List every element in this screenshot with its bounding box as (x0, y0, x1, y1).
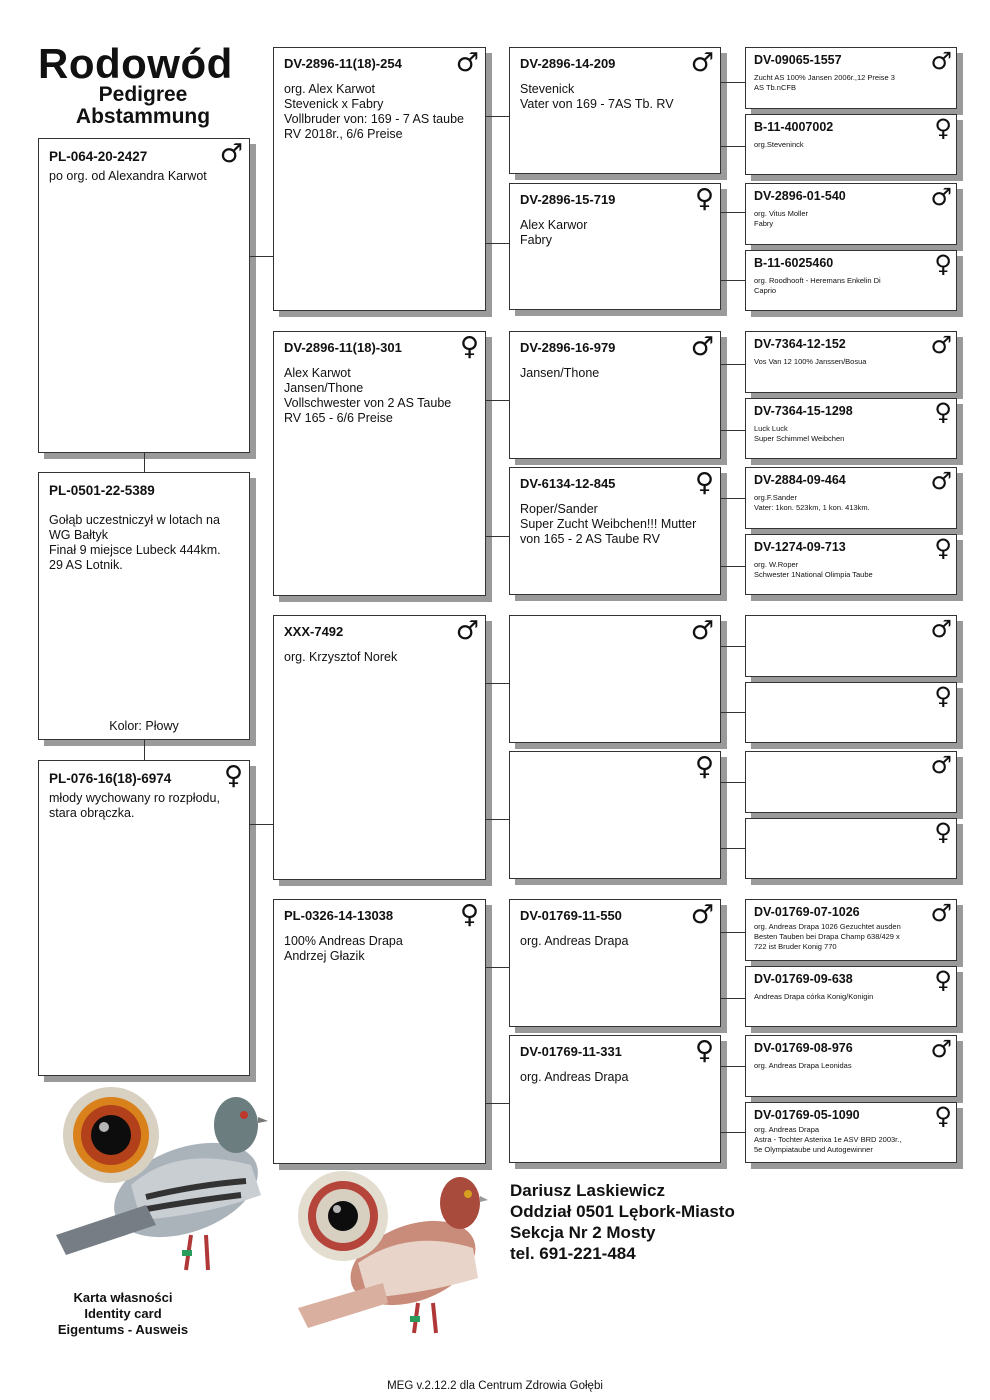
gen2-card (509, 47, 721, 174)
mother-main-notes: młody wychowany ro rozpłodu, stara obrączka. (49, 791, 220, 820)
gen3-card (745, 534, 957, 595)
dam-card (273, 331, 486, 596)
gen2-notes: Jansen/Thone (520, 366, 600, 380)
identity-line-en: Identity card (84, 1306, 162, 1321)
main-bird-ring: PL-064-20-2427 (49, 149, 148, 164)
gen1-notes: org. Krzysztof Norek (284, 650, 398, 664)
male-icon: ♂ (930, 615, 952, 643)
pigeon-blue-image (36, 1085, 268, 1285)
gen2-notes: Alex Karwor Fabry (520, 218, 588, 247)
gen3-card (745, 899, 957, 961)
gen3-card-empty (745, 682, 957, 743)
sibling-notes: Gołąb uczestniczył w lotach na WG Bałtyk Finał 9 miejsce Lubeck 444km. 29 AS Lotnik. (49, 513, 221, 572)
connector-line (144, 740, 145, 760)
gen3-ring: DV-09065-1557 (754, 53, 842, 67)
gen2-card (509, 467, 721, 595)
gen2-notes: Roper/Sander Super Zucht Weibchen!!! Mutter von 165 - 2 AS Taube RV (520, 502, 697, 546)
male-icon: ♂ (930, 751, 952, 779)
owner-name: Dariusz Laskiewicz (510, 1181, 665, 1200)
male-icon: ♂ (690, 900, 714, 930)
gen3-notes: org. Andreas Drapa Leonidas (754, 1061, 852, 1070)
mother-dam-card (273, 899, 486, 1164)
mother-main-ring: PL-076-16(18)-6974 (49, 771, 172, 786)
gen2-notes: org. Andreas Drapa (520, 934, 629, 948)
mother-main-card (38, 760, 250, 1076)
gen2-ring: DV-6134-12-845 (520, 476, 616, 491)
pigeon-red-image (288, 1168, 488, 1343)
gen3-notes: Zucht AS 100% Jansen 2006r.,12 Preise 3 AS Tb.nCFB (754, 73, 895, 92)
gen3-ring: DV-01769-07-1026 (754, 905, 860, 919)
gen2-ring: DV-2896-15-719 (520, 192, 616, 207)
female-icon: ♀ (934, 818, 952, 846)
page-subtitle (38, 84, 248, 128)
male-icon: ♂ (690, 48, 714, 78)
identity-card-label (38, 1290, 208, 1338)
sibling-ring: PL-0501-22-5389 (49, 483, 155, 498)
connector-line (144, 453, 145, 472)
gen3-ring: B-11-4007002 (754, 120, 834, 134)
gen2-card-empty (509, 615, 721, 743)
owner-info (510, 1180, 735, 1264)
gen3-ring: DV-01769-09-638 (754, 972, 853, 986)
gen3-card-empty (745, 615, 957, 677)
female-icon: ♀ (934, 250, 952, 278)
male-icon: ♂ (455, 48, 479, 78)
gen3-card-empty (745, 818, 957, 879)
male-icon: ♂ (690, 616, 714, 646)
gen2-card (509, 1035, 721, 1163)
gen3-card (745, 250, 957, 311)
gen3-card (745, 1035, 957, 1097)
gen2-card (509, 899, 721, 1027)
page-title: Rodowód (38, 40, 233, 87)
identity-line-pl: Karta własności (73, 1290, 173, 1305)
gen2-notes: Stevenick Vater von 169 - 7AS Tb. RV (520, 82, 674, 111)
gen2-card-empty (509, 751, 721, 879)
male-icon: ♂ (219, 139, 243, 169)
female-icon: ♀ (459, 332, 479, 362)
male-icon: ♂ (930, 899, 952, 927)
female-icon: ♀ (934, 114, 952, 142)
gen3-notes: org.F.Sander Vater: 1kon. 523km, 1 kon. 413km. (754, 493, 870, 512)
gen3-card (745, 398, 957, 459)
footer-version: MEG v.2.12.2 dla Centrum Zdrowia Gołębi (387, 1380, 603, 1392)
main-bird-card (38, 138, 250, 453)
main-bird-notes: po org. od Alexandra Karwot (49, 169, 207, 183)
male-icon: ♂ (930, 467, 952, 495)
gen3-notes: Luck Luck Super Schimmel Weibchen (754, 424, 845, 443)
gen3-notes: org. W.Roper Schwester 1National Olimpia Taube (754, 560, 873, 579)
female-icon: ♀ (934, 398, 952, 426)
gen1-notes: org. Alex Karwot Stevenick x Fabry Vollbruder von: 169 - 7 AS taube RV 2018r., 6/6 Preise (284, 82, 464, 141)
owner-branch: Oddział 0501 Lębork-Miasto (510, 1202, 735, 1221)
male-icon: ♂ (930, 47, 952, 75)
gen2-card (509, 183, 721, 310)
gen2-notes: org. Andreas Drapa (520, 1070, 629, 1084)
male-icon: ♂ (930, 1035, 952, 1063)
female-icon: ♀ (694, 1036, 714, 1066)
gen2-ring: DV-01769-11-550 (520, 908, 622, 923)
gen3-ring: B-11-6025460 (754, 256, 834, 270)
gen1-ring: DV-2896-11(18)-254 (284, 56, 402, 71)
gen3-ring: DV-7364-15-1298 (754, 404, 853, 418)
female-icon: ♀ (694, 468, 714, 498)
gen3-card (745, 467, 957, 529)
gen3-ring: DV-2884-09-464 (754, 473, 846, 487)
male-icon: ♂ (930, 331, 952, 359)
male-icon: ♂ (930, 183, 952, 211)
gen3-notes: Andreas Drapa córka Konig/Konigin (754, 992, 874, 1001)
subtitle-abstammung: Abstammung (75, 105, 211, 128)
female-icon: ♀ (459, 900, 479, 930)
male-icon: ♂ (455, 616, 479, 646)
gen3-notes: org.Steveninck (754, 140, 804, 149)
sibling-card (38, 472, 250, 740)
gen3-card (745, 966, 957, 1027)
gen3-notes: org. Andreas Drapa Astra - Tochter Asterixa 1e ASV BRD 2003r., 5e Olympiataube und Autogewinner (754, 1125, 902, 1154)
female-icon: ♀ (223, 761, 243, 791)
mother-sire-card (273, 615, 486, 880)
gen3-notes: org. Andreas Drapa 1026 Gezuchtet ausden Besten Tauben bei Drapa Champ 638/429 x 722 ist Bruder Konig 770 (754, 922, 901, 951)
gen3-ring: DV-7364-12-152 (754, 337, 846, 351)
female-icon: ♀ (934, 682, 952, 710)
gen2-ring: DV-2896-16-979 (520, 340, 616, 355)
gen3-notes: Vos Van 12 100% Janssen/Bosua (754, 357, 867, 366)
gen2-ring: DV-01769-11-331 (520, 1044, 622, 1059)
owner-phone: tel. 691-221-484 (510, 1244, 636, 1263)
gen3-ring: DV-01769-05-1090 (754, 1108, 860, 1122)
gen3-card (745, 183, 957, 245)
female-icon: ♀ (694, 752, 714, 782)
female-icon: ♀ (934, 534, 952, 562)
gen3-ring: DV-1274-09-713 (754, 540, 846, 554)
sire-card (273, 47, 486, 311)
subtitle-pedigree: Pedigree (98, 83, 188, 106)
owner-section: Sekcja Nr 2 Mosty (510, 1223, 656, 1242)
female-icon: ♀ (934, 966, 952, 994)
gen3-ring: DV-2896-01-540 (754, 189, 846, 203)
identity-line-de: Eigentums - Ausweis (57, 1322, 189, 1337)
gen2-card (509, 331, 721, 459)
gen2-ring: DV-2896-14-209 (520, 56, 616, 71)
sibling-color: Kolor: Płowy (109, 719, 179, 733)
female-icon: ♀ (694, 184, 714, 214)
gen3-notes: org. Roodhooft - Heremans Enkelin Di Caprio (754, 276, 881, 295)
gen3-card (745, 47, 957, 109)
gen1-notes: 100% Andreas Drapa Andrzej Głazik (284, 934, 403, 963)
female-icon: ♀ (934, 1102, 952, 1130)
gen3-notes: org. Vitus Moller Fabry (754, 209, 809, 228)
male-icon: ♂ (690, 332, 714, 362)
gen1-notes: Alex Karwot Jansen/Thone Vollschwester von 2 AS Taube RV 165 - 6/6 Preise (284, 366, 452, 425)
gen3-card (745, 1102, 957, 1163)
gen1-ring: DV-2896-11(18)-301 (284, 340, 402, 355)
gen1-ring: PL-0326-14-13038 (284, 908, 394, 923)
gen3-card (745, 114, 957, 175)
gen1-ring: XXX-7492 (284, 624, 344, 639)
gen3-card-empty (745, 751, 957, 813)
gen3-card (745, 331, 957, 393)
gen3-ring: DV-01769-08-976 (754, 1041, 853, 1055)
